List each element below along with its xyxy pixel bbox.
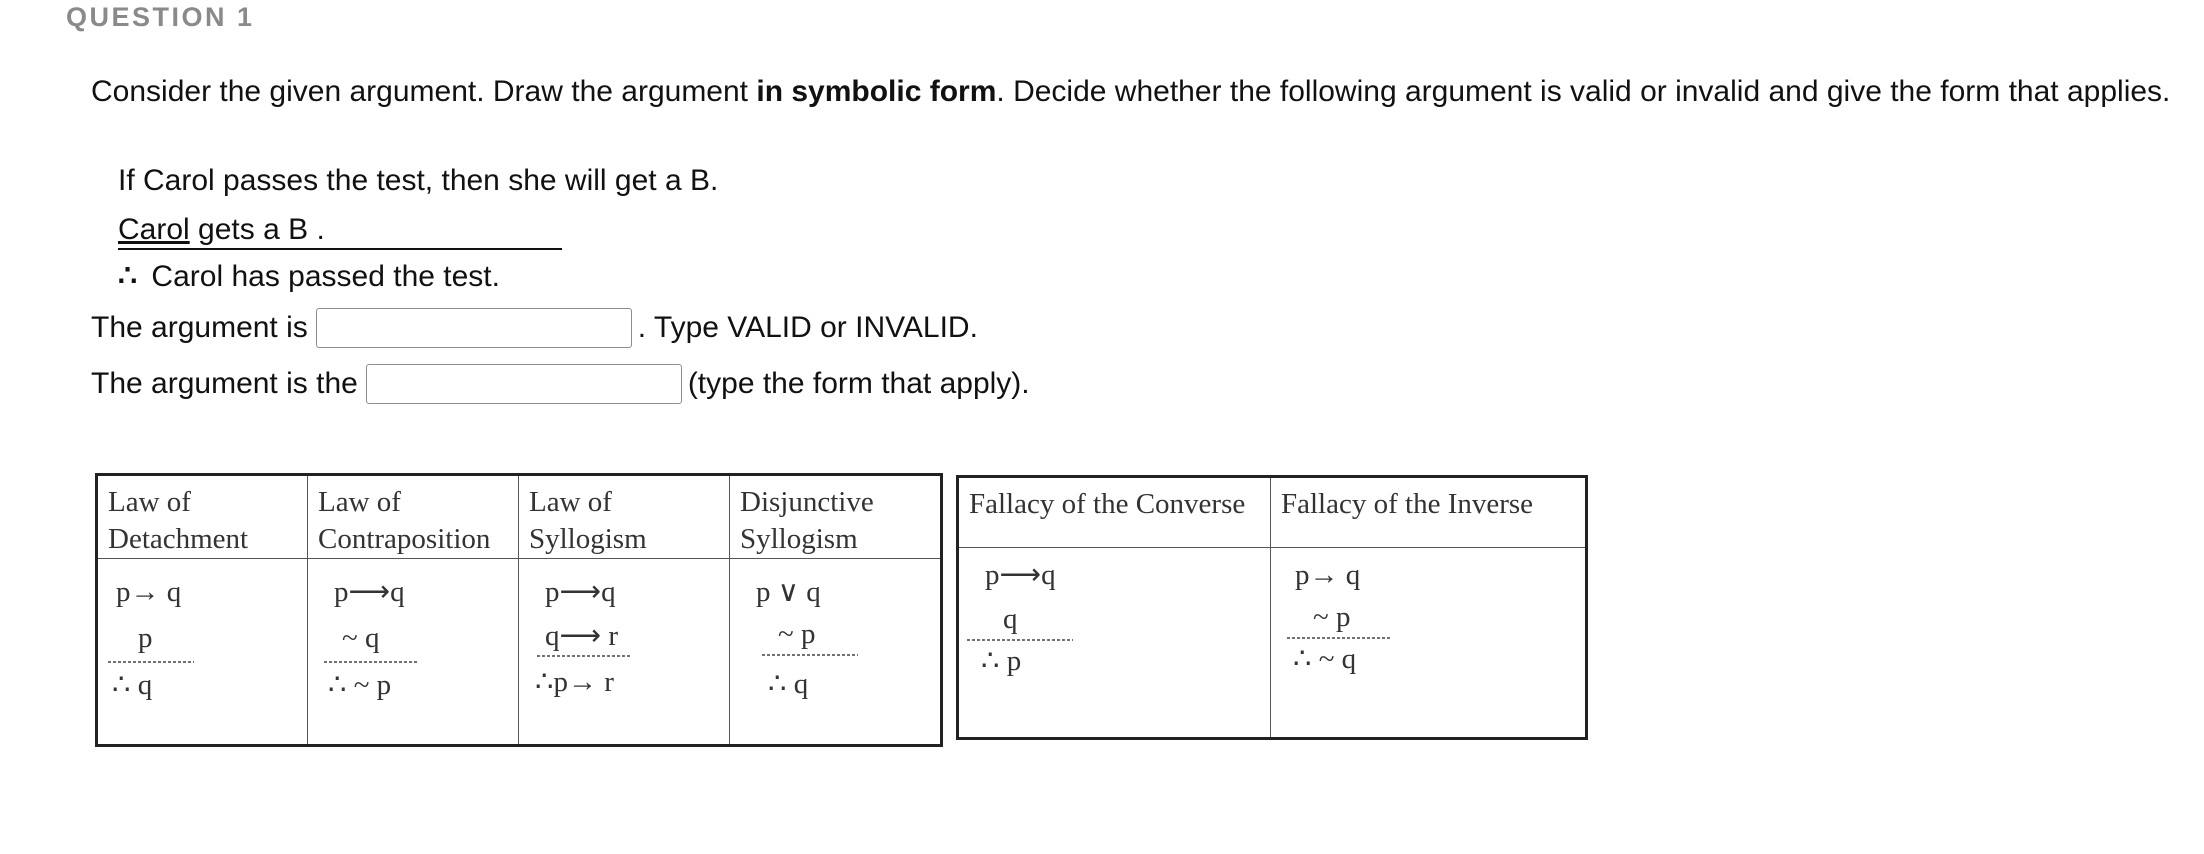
form-conclusion: ∴ q <box>768 668 809 700</box>
answer-validity-suffix: . Type VALID or INVALID. <box>637 311 978 344</box>
header-law-of-detachment: Law of Detachment <box>97 475 308 559</box>
header-disjunctive-syllogism: Disjunctive Syllogism <box>730 475 942 559</box>
answer-validity-prefix: The argument is <box>91 311 308 344</box>
valid-forms-body-row <box>97 559 942 746</box>
therefore-symbol: ∴ <box>118 260 138 293</box>
form-conclusion: ∴ q <box>112 669 153 701</box>
fallacies-header-row <box>958 477 1587 548</box>
premise-2 <box>118 212 562 250</box>
answer-line-form <box>91 364 1030 404</box>
form-conclusion: ∴ ~ p <box>328 669 392 701</box>
form-line-1: p⟶q <box>334 576 405 608</box>
form-line-2: q <box>1003 603 1018 635</box>
header-law-of-syllogism: Law of Syllogism <box>519 475 730 559</box>
form-law-of-detachment <box>97 559 308 746</box>
fallacies-table <box>956 475 1588 740</box>
header-fallacy-converse: Fallacy of the Converse <box>958 477 1271 548</box>
form-line-2: ~ q <box>342 622 380 654</box>
form-input[interactable] <box>366 364 682 404</box>
header-fallacy-inverse: Fallacy of the Inverse <box>1271 477 1587 548</box>
question-prompt <box>91 72 2171 111</box>
form-symbols-inverse <box>1271 548 1587 736</box>
form-line-1: p ∨ q <box>756 576 821 608</box>
form-conclusion: ∴ ~ q <box>1293 643 1357 675</box>
form-fallacy-converse <box>958 548 1271 739</box>
form-disjunctive-syllogism <box>730 559 942 746</box>
premise-2-predicate: gets a B . <box>189 213 325 246</box>
answer-form-prefix: The argument is the <box>91 367 358 400</box>
prompt-text-start: Consider the given argument. Draw the argument <box>91 75 757 108</box>
conclusion <box>118 259 500 295</box>
conclusion-text: Carol has passed the test. <box>143 260 500 293</box>
form-symbols-contraposition <box>308 559 519 744</box>
form-line-2: p <box>138 622 153 654</box>
validity-input[interactable] <box>316 308 632 348</box>
prompt-bold-text: in symbolic form <box>756 75 997 108</box>
valid-forms-table <box>95 473 943 747</box>
form-line-1: p→ q <box>116 576 182 608</box>
answer-line-validity <box>91 308 978 348</box>
valid-forms-header-row <box>97 475 942 559</box>
form-line-1: p⟶q <box>985 559 1056 591</box>
form-line-2: q⟶ r <box>545 620 618 652</box>
premise-1: If Carol passes the test, then she will get a B. <box>118 164 719 197</box>
form-line-1: p→ q <box>1295 559 1361 591</box>
form-line-2: ~ p <box>778 618 816 650</box>
form-line-2: ~ p <box>1313 601 1351 633</box>
form-law-of-syllogism <box>519 559 730 746</box>
form-symbols-converse <box>959 548 1272 736</box>
question-header: QUESTION 1 <box>66 2 255 32</box>
form-fallacy-inverse <box>1271 548 1587 739</box>
form-symbols-detachment <box>98 559 309 744</box>
form-law-of-contraposition <box>308 559 519 746</box>
answer-form-suffix: (type the form that apply). <box>687 367 1030 400</box>
form-conclusion: ∴ p <box>981 645 1022 677</box>
premise-2-subject: Carol <box>118 213 190 246</box>
header-law-of-contraposition: Law of Contraposition <box>308 475 519 559</box>
fallacies-body-row <box>958 548 1587 739</box>
prompt-text-end: . Decide whether the following argument is valid or invalid and give the form that applies. <box>996 75 2171 108</box>
form-symbols-syllogism <box>519 559 730 744</box>
form-symbols-disjunctive <box>730 559 942 744</box>
form-line-1: p⟶q <box>545 576 616 608</box>
form-conclusion: ∴p→ r <box>535 666 614 698</box>
